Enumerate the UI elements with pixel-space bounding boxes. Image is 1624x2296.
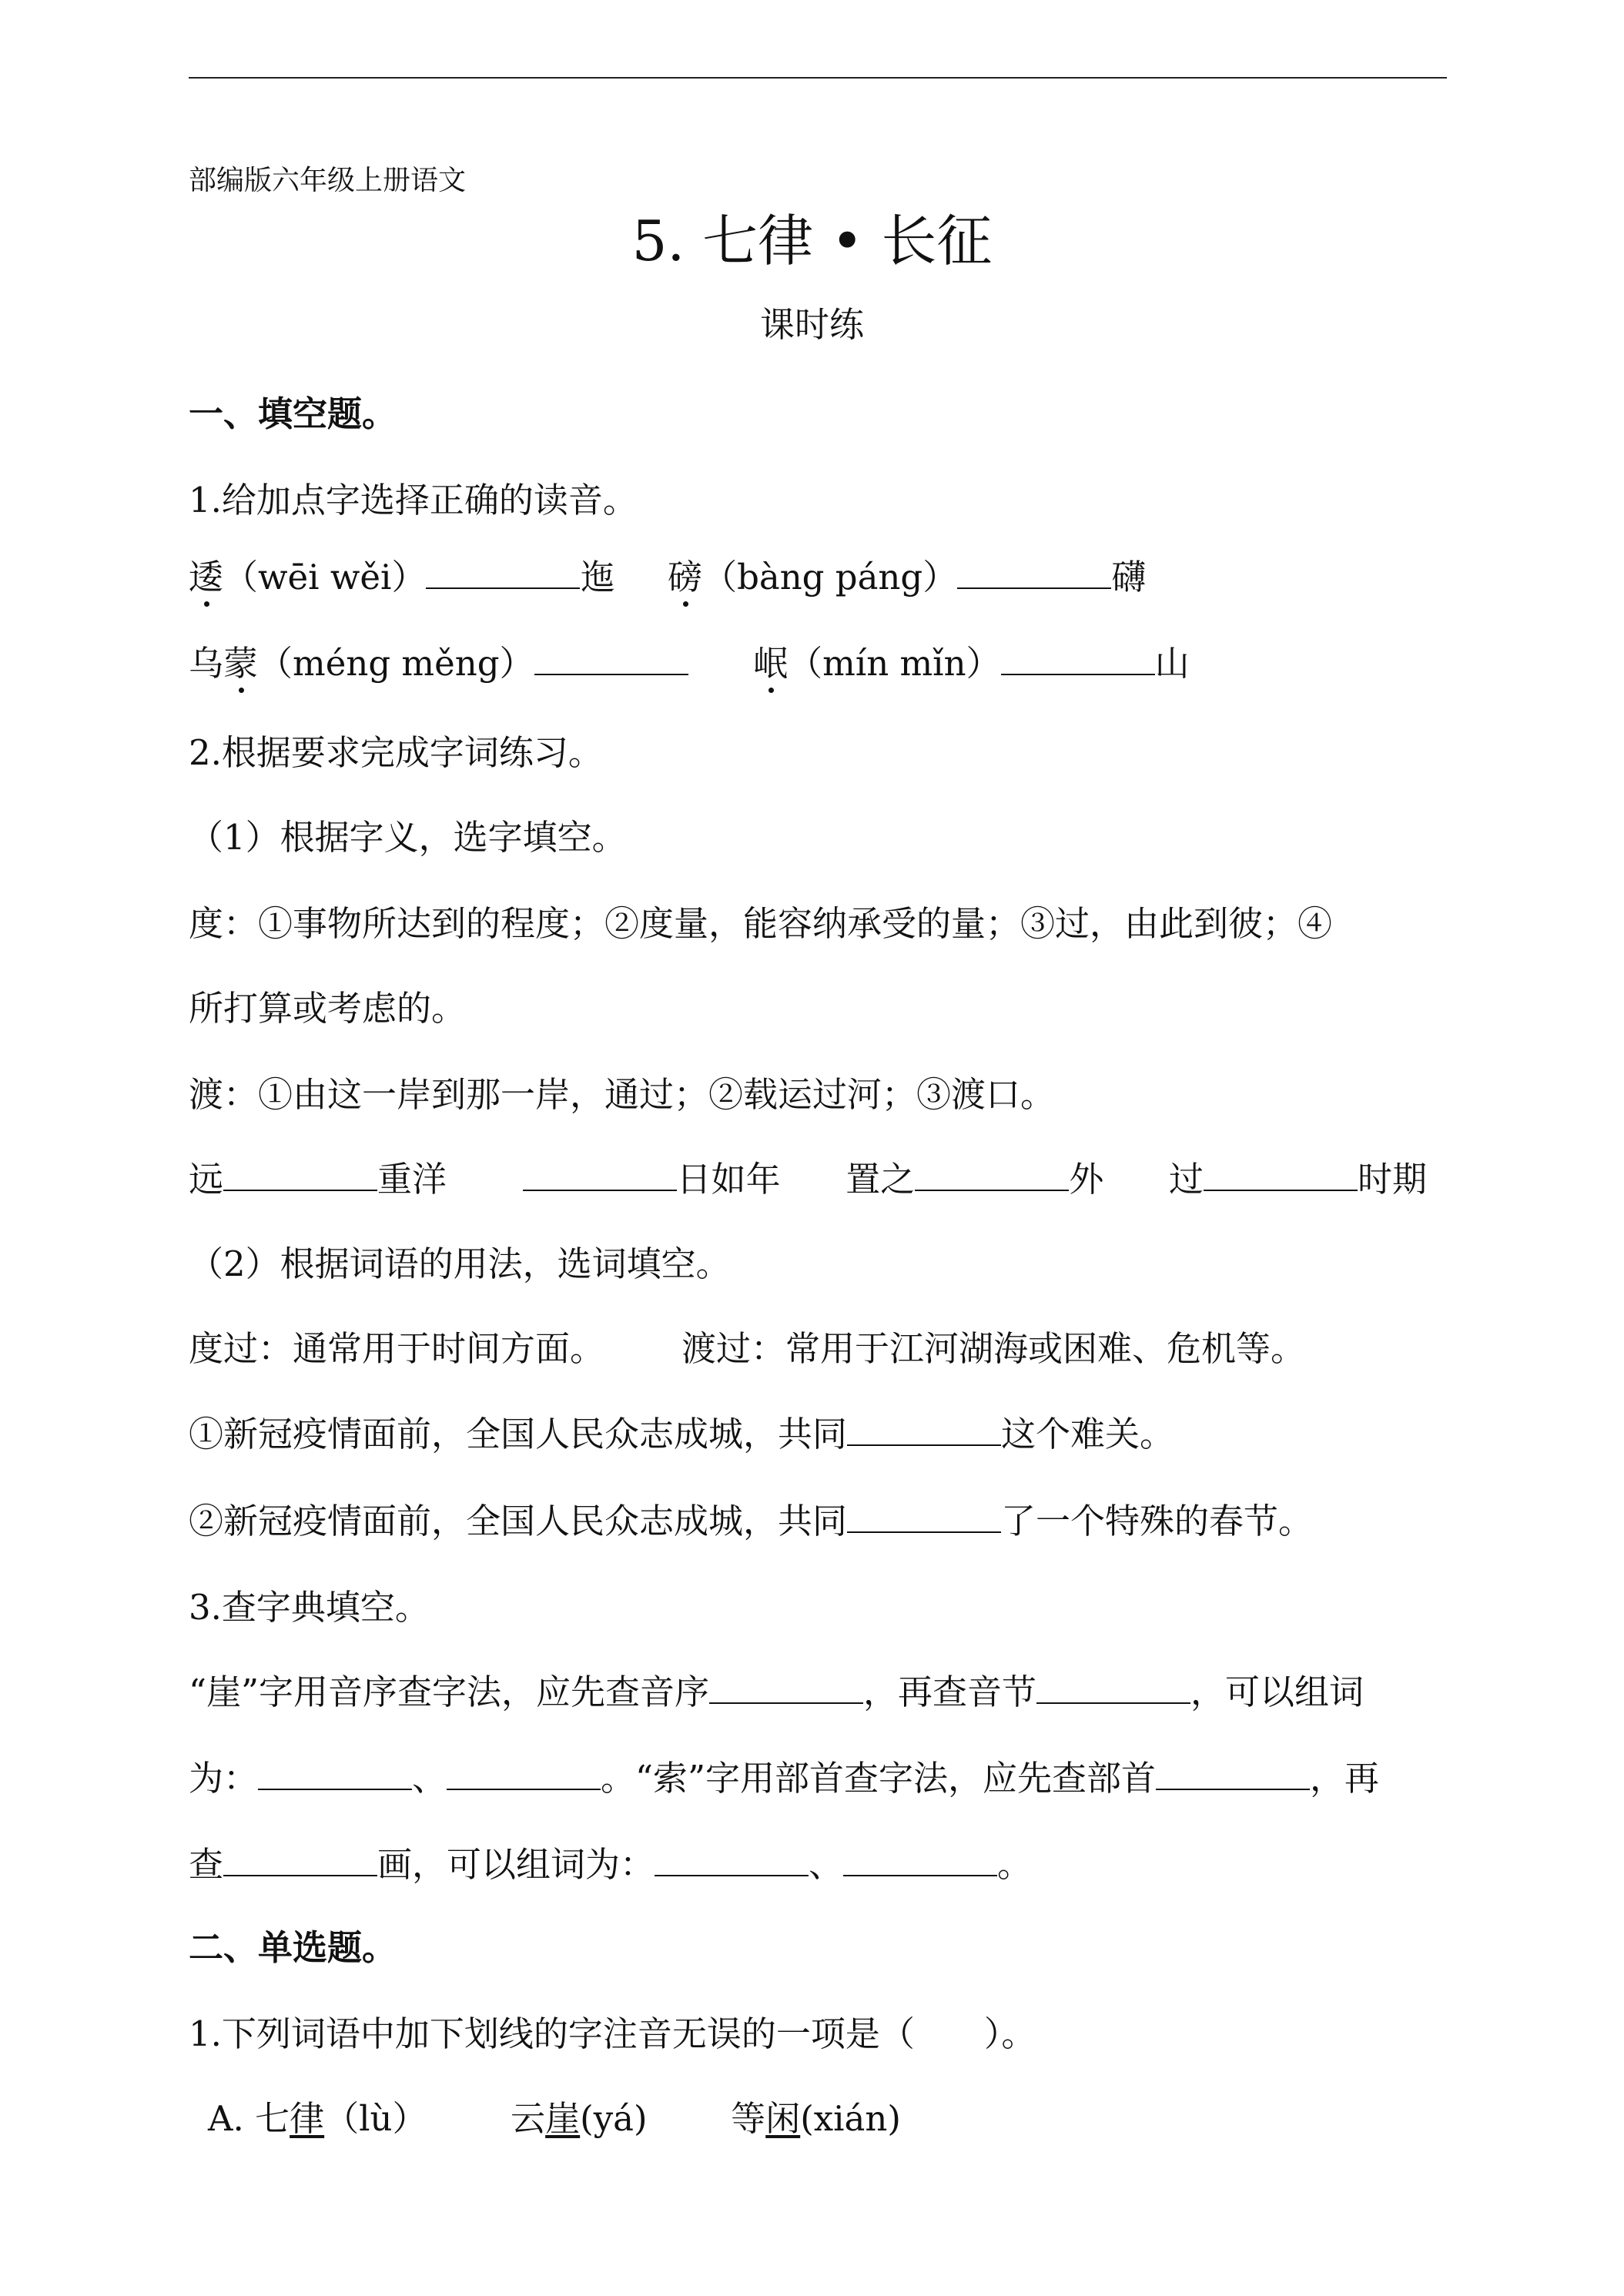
section-1-heading: 一、填空题。 bbox=[189, 393, 397, 434]
q3-text: “崖”字用音序查字法，应先查音序 bbox=[189, 1672, 710, 1712]
pinyin-options: （méng měng） bbox=[258, 643, 534, 684]
sentence-post: 这个难关。 bbox=[1001, 1414, 1175, 1454]
fill-pre: 置之 bbox=[845, 1159, 916, 1200]
q3-line-2 bbox=[189, 1755, 1379, 1802]
fill-post: 重洋 bbox=[377, 1159, 447, 1200]
word-head: 乌 bbox=[189, 643, 224, 684]
sentence-pre: ①新冠疫情面前，全国人民众志成城，共同 bbox=[189, 1414, 848, 1454]
answer-blank[interactable] bbox=[258, 1759, 412, 1790]
section-2-heading: 二、单选题。 bbox=[189, 1927, 397, 1968]
answer-blank[interactable] bbox=[1156, 1759, 1310, 1790]
answer-blank[interactable] bbox=[1001, 644, 1155, 675]
option-label: A. bbox=[208, 2098, 256, 2139]
fill-items-row bbox=[189, 1156, 1427, 1203]
underlined-char: 律 bbox=[290, 2098, 325, 2139]
option-a[interactable] bbox=[208, 2096, 901, 2142]
q3-text: 。“索”字用部首查字法，应先查部首 bbox=[601, 1758, 1157, 1799]
sentence-pre: ②新冠疫情面前，全国人民众志成城，共同 bbox=[189, 1501, 848, 1541]
q2-prompt: 2.根据要求完成字词练习。 bbox=[189, 732, 603, 773]
dotted-char: 磅 bbox=[668, 554, 702, 601]
q3-text: 画，可以组词为： bbox=[377, 1844, 655, 1885]
pinyin: (yá) bbox=[580, 2098, 648, 2139]
fill-pre: 过 bbox=[1168, 1159, 1204, 1200]
answer-blank[interactable] bbox=[534, 644, 688, 675]
pinyin-options: （mín mǐn） bbox=[788, 643, 1001, 684]
q1-prompt: 1.给加点字选择正确的读音。 bbox=[189, 480, 638, 520]
underlined-char: 闲 bbox=[765, 2098, 801, 2139]
q3-text: ，可以组词 bbox=[1190, 1672, 1364, 1712]
pinyin-options: （wēi wěi） bbox=[223, 557, 427, 597]
q3-text: 查 bbox=[189, 1844, 224, 1885]
answer-blank[interactable] bbox=[847, 1502, 1001, 1533]
word-part: 七 bbox=[255, 2098, 290, 2139]
q2-part2: （2）根据词语的用法，选词填空。 bbox=[189, 1243, 731, 1284]
word-tail: 礴 bbox=[1111, 557, 1147, 597]
answer-blank[interactable] bbox=[223, 1160, 377, 1191]
q3-text: ，再查音节 bbox=[863, 1672, 1037, 1712]
du-definition-line-2: 所打算或考虑的。 bbox=[189, 988, 467, 1029]
q3-text: 为： bbox=[189, 1758, 259, 1799]
q3-text: ，再 bbox=[1310, 1758, 1380, 1799]
fill-post: 外 bbox=[1069, 1159, 1104, 1200]
pinyin-options: （bàng páng） bbox=[702, 557, 958, 597]
usage-b: 渡过：常用于江河湖海或困难、危机等。 bbox=[681, 1328, 1306, 1369]
dotted-char: 逶 bbox=[189, 554, 223, 601]
q1-row-1 bbox=[189, 554, 1146, 601]
fill-pre: 远 bbox=[189, 1159, 224, 1200]
answer-blank[interactable] bbox=[223, 1846, 377, 1876]
word-tail: 迤 bbox=[580, 557, 615, 597]
sentence-1 bbox=[189, 1411, 1174, 1458]
q3-line-1 bbox=[189, 1669, 1364, 1715]
du-definition-line-1: 度：①事物所达到的程度；②度量，能容纳承受的量；③过，由此到彼；④ bbox=[189, 903, 1333, 944]
q3-text: 、 bbox=[412, 1758, 447, 1799]
fill-post: 时期 bbox=[1357, 1159, 1427, 1200]
answer-blank[interactable] bbox=[709, 1673, 863, 1704]
word-part: 云 bbox=[511, 2098, 546, 2139]
pinyin: （lù） bbox=[324, 2098, 427, 2139]
word-part: 等 bbox=[731, 2098, 766, 2139]
answer-blank[interactable] bbox=[915, 1160, 1069, 1191]
usage-row bbox=[189, 1326, 1305, 1372]
usage-a: 度过：通常用于时间方面。 bbox=[189, 1328, 605, 1369]
pinyin: (xián) bbox=[800, 2098, 901, 2139]
dotted-char: 蒙 bbox=[223, 641, 258, 687]
subject-label: 部编版六年级上册语文 bbox=[189, 165, 467, 196]
answer-blank[interactable] bbox=[957, 558, 1111, 589]
answer-blank[interactable] bbox=[1036, 1673, 1190, 1704]
q3-prompt: 3.查字典填空。 bbox=[189, 1587, 430, 1628]
q3-text: 。 bbox=[997, 1844, 1033, 1885]
q2-part1: （1）根据字义，选字填空。 bbox=[189, 817, 627, 858]
underlined-char: 崖 bbox=[545, 2098, 581, 2139]
page-title: 5. 七律 • 长征 bbox=[631, 209, 993, 273]
answer-blank[interactable] bbox=[847, 1415, 1001, 1446]
word-tail: 山 bbox=[1154, 643, 1190, 684]
answer-blank[interactable] bbox=[1204, 1160, 1358, 1191]
answer-blank[interactable] bbox=[843, 1846, 997, 1876]
q1-row-2 bbox=[189, 641, 1190, 687]
dotted-char: 岷 bbox=[753, 641, 788, 687]
sentence-2 bbox=[189, 1498, 1313, 1545]
fill-post: 日如年 bbox=[676, 1159, 781, 1200]
du2-definition: 渡：①由这一岸到那一岸，通过；②载运过河；③渡口。 bbox=[189, 1074, 1056, 1115]
sentence-post: 了一个特殊的春节。 bbox=[1001, 1501, 1314, 1541]
mc-question-1: 1.下列词语中加下划线的字注音无误的一项是（ ）。 bbox=[189, 2013, 1036, 2054]
q3-line-3 bbox=[189, 1842, 1032, 1888]
header-rule bbox=[189, 77, 1447, 79]
page-subtitle: 课时练 bbox=[759, 304, 864, 345]
q3-text: 、 bbox=[809, 1844, 844, 1885]
answer-blank[interactable] bbox=[523, 1160, 677, 1191]
answer-blank[interactable] bbox=[655, 1846, 809, 1876]
answer-blank[interactable] bbox=[426, 558, 580, 589]
answer-blank[interactable] bbox=[447, 1759, 601, 1790]
